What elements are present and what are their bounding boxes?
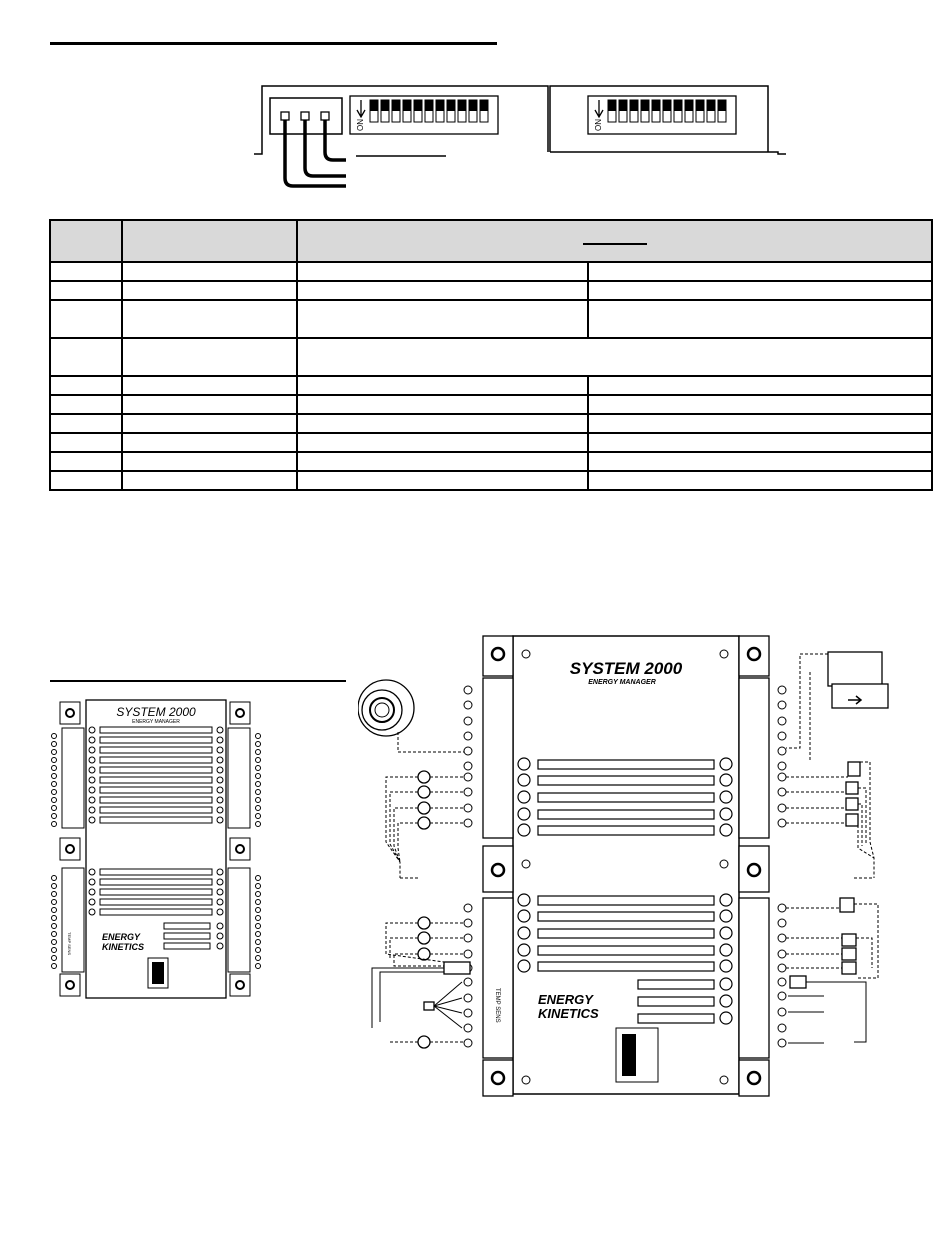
jumper-pin-3 <box>321 112 329 120</box>
jumper-pin-2 <box>301 112 309 120</box>
table-row <box>50 262 932 281</box>
table-row <box>50 281 932 300</box>
table-row <box>50 433 932 452</box>
svg-text:ON: ON <box>594 119 603 131</box>
small-controller-diagram <box>44 696 274 1006</box>
dip-switch-bank-1 <box>350 96 498 134</box>
svg-text:TEMP SENS: TEMP SENS <box>494 988 500 1023</box>
section-header-rule-mid <box>50 680 346 682</box>
svg-text:TEMP SENS: TEMP SENS <box>67 932 72 956</box>
svg-text:KINETICS: KINETICS <box>102 942 145 952</box>
section-header-rule-top <box>50 42 497 45</box>
table-row <box>50 414 932 433</box>
dip-switch-diagram <box>240 80 800 195</box>
svg-text:ON: ON <box>356 119 365 131</box>
table-header-cell <box>297 220 932 262</box>
settings-table <box>49 219 933 491</box>
svg-text:KINETICS: KINETICS <box>538 1006 599 1021</box>
table-row <box>50 471 932 490</box>
table-header-cell <box>50 220 122 262</box>
table-row <box>50 376 932 395</box>
svg-text:SYSTEM 2000: SYSTEM 2000 <box>569 659 683 678</box>
dip-switch-bank-2 <box>588 96 736 134</box>
jumper-pin-1 <box>281 112 289 120</box>
table-row <box>50 452 932 471</box>
svg-text:ENERGY: ENERGY <box>102 932 141 942</box>
table-header-cell <box>122 220 297 262</box>
svg-text:SYSTEM 2000: SYSTEM 2000 <box>116 705 196 719</box>
table-row <box>50 300 932 338</box>
svg-text:ENERGY MANAGER: ENERGY MANAGER <box>132 719 180 725</box>
table-row <box>50 395 932 414</box>
table-header-row <box>50 220 932 262</box>
svg-text:ENERGY: ENERGY <box>538 992 593 1007</box>
svg-text:ENERGY MANAGER: ENERGY MANAGER <box>588 679 656 686</box>
table-row <box>50 338 932 376</box>
wiring-diagram <box>358 632 908 1102</box>
